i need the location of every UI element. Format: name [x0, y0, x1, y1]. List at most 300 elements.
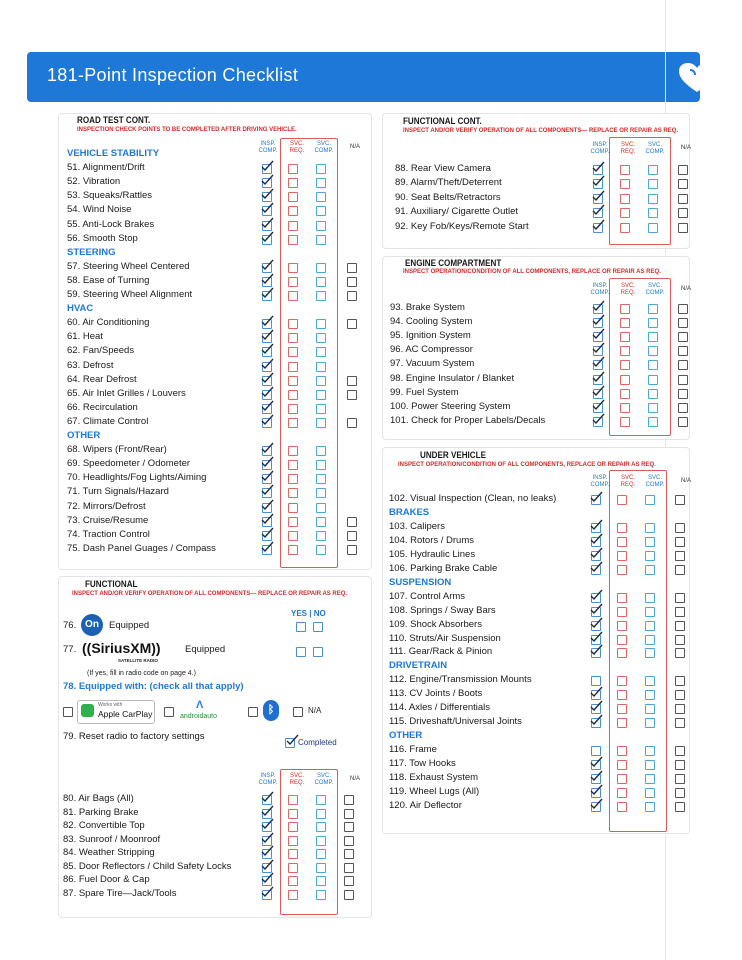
- checkmark-icon: [589, 686, 603, 698]
- svc-comp-checkbox[interactable]: [645, 746, 655, 756]
- na-checkbox[interactable]: [347, 517, 357, 527]
- svc-req-checkbox[interactable]: [288, 178, 298, 188]
- na-checkbox[interactable]: [678, 389, 688, 399]
- svc-req-checkbox[interactable]: [617, 537, 627, 547]
- checkmark-icon: [591, 342, 605, 354]
- svc-req-checkbox[interactable]: [288, 362, 298, 372]
- no-checkbox-77[interactable]: [313, 647, 323, 657]
- checkmark-icon: [591, 161, 605, 173]
- checkmark-icon: [260, 231, 274, 243]
- na-checkbox[interactable]: [347, 291, 357, 301]
- checkmark-icon: [589, 631, 603, 643]
- checkmark-icon: [591, 204, 605, 216]
- column-header-svc-comp: SVC. COMP.: [314, 773, 334, 786]
- svc-comp-checkbox[interactable]: [316, 503, 326, 513]
- carplay-label: Apple CarPlay: [98, 709, 153, 719]
- na-checkbox[interactable]: [675, 788, 685, 798]
- column-header-svc-req: SVC. REQ.: [620, 142, 636, 155]
- svc-req-checkbox[interactable]: [288, 206, 298, 216]
- checklist-item-label: 110. Struts/Air Suspension: [389, 632, 501, 644]
- svc-comp-checkbox[interactable]: [316, 235, 326, 245]
- svc-req-checkbox[interactable]: [620, 304, 630, 314]
- na-checkbox[interactable]: [344, 849, 354, 859]
- na-checkbox-78[interactable]: [293, 707, 303, 717]
- checkmark-icon: [260, 513, 274, 525]
- na-checkbox[interactable]: [678, 208, 688, 218]
- svc-req-checkbox[interactable]: [288, 347, 298, 357]
- na-checkbox[interactable]: [344, 822, 354, 832]
- svc-comp-checkbox[interactable]: [316, 474, 326, 484]
- checkmark-icon: [591, 356, 605, 368]
- svc-req-checkbox[interactable]: [288, 460, 298, 470]
- svc-req-checkbox[interactable]: [288, 836, 298, 846]
- svc-req-checkbox[interactable]: [617, 495, 627, 505]
- na-checkbox[interactable]: [678, 304, 688, 314]
- na-checkbox[interactable]: [344, 836, 354, 846]
- na-checkbox[interactable]: [678, 165, 688, 175]
- na-checkbox[interactable]: [347, 531, 357, 541]
- svc-req-checkbox[interactable]: [620, 223, 630, 233]
- column-header-insp-comp: INSP. COMP.: [590, 475, 610, 488]
- na-checkbox[interactable]: [347, 263, 357, 273]
- svc-req-checkbox[interactable]: [617, 718, 627, 728]
- svc-req-checkbox[interactable]: [617, 551, 627, 561]
- siriusxm-logo-sub: SATELLITE RADIO: [118, 658, 158, 663]
- bluetooth-checkbox[interactable]: [248, 707, 258, 717]
- svc-comp-checkbox[interactable]: [645, 788, 655, 798]
- checkmark-icon: [589, 714, 603, 726]
- svc-req-checkbox[interactable]: [617, 523, 627, 533]
- na-checkbox[interactable]: [675, 802, 685, 812]
- na-checkbox[interactable]: [344, 890, 354, 900]
- androidauto-icon: Λ: [196, 699, 204, 711]
- svc-comp-checkbox[interactable]: [316, 319, 326, 329]
- svc-req-checkbox[interactable]: [617, 704, 627, 714]
- svc-req-checkbox[interactable]: [288, 849, 298, 859]
- svc-column-border: [609, 278, 671, 436]
- svc-comp-checkbox[interactable]: [316, 545, 326, 555]
- svc-comp-checkbox[interactable]: [645, 704, 655, 714]
- column-header-insp-comp: INSP. COMP.: [590, 142, 610, 155]
- na-label-78: N/A: [308, 706, 322, 715]
- svc-comp-checkbox[interactable]: [648, 179, 658, 189]
- na-checkbox[interactable]: [344, 876, 354, 886]
- svc-req-checkbox[interactable]: [617, 746, 627, 756]
- svc-req-checkbox[interactable]: [620, 318, 630, 328]
- checkmark-icon: [589, 547, 603, 559]
- checklist-item-label: 84. Weather Stripping: [63, 847, 155, 858]
- svc-req-checkbox[interactable]: [617, 760, 627, 770]
- svc-req-checkbox[interactable]: [617, 593, 627, 603]
- checklist-item-label: 60. Air Conditioning: [67, 317, 150, 329]
- svc-req-checkbox[interactable]: [288, 319, 298, 329]
- svc-req-checkbox[interactable]: [620, 194, 630, 204]
- svc-comp-checkbox[interactable]: [645, 537, 655, 547]
- checkmark-icon: [260, 791, 274, 803]
- svc-req-checkbox[interactable]: [288, 333, 298, 343]
- svc-comp-checkbox[interactable]: [645, 774, 655, 784]
- checklist-item-label: 92. Key Fob/Keys/Remote Start: [395, 220, 529, 232]
- svc-req-checkbox[interactable]: [288, 890, 298, 900]
- checklist-item-label: 105. Hydraulic Lines: [389, 548, 476, 560]
- under-title: UNDER VEHICLE: [420, 450, 486, 461]
- svc-req-checkbox[interactable]: [288, 863, 298, 873]
- svc-comp-checkbox[interactable]: [645, 495, 655, 505]
- svc-comp-checkbox[interactable]: [645, 621, 655, 631]
- na-checkbox[interactable]: [675, 523, 685, 533]
- svc-comp-checkbox[interactable]: [648, 208, 658, 218]
- svc-req-checkbox[interactable]: [288, 235, 298, 245]
- checkmark-icon: [260, 484, 274, 496]
- na-checkbox[interactable]: [347, 418, 357, 428]
- svc-comp-checkbox[interactable]: [648, 375, 658, 385]
- yes-no-header: YES | NO: [291, 609, 326, 618]
- svc-req-checkbox[interactable]: [617, 635, 627, 645]
- na-checkbox[interactable]: [678, 332, 688, 342]
- yes-checkbox-76[interactable]: [296, 622, 306, 632]
- checklist-item-label: 59. Steering Wheel Alignment: [67, 289, 193, 300]
- item-77-label: Equipped: [185, 644, 226, 655]
- na-checkbox[interactable]: [344, 863, 354, 873]
- na-checkbox[interactable]: [675, 718, 685, 728]
- svc-req-checkbox[interactable]: [288, 531, 298, 541]
- checklist-item-label: 93. Brake System: [390, 302, 465, 313]
- na-checkbox[interactable]: [678, 179, 688, 189]
- svc-comp-checkbox[interactable]: [316, 376, 326, 386]
- header-banner: [27, 52, 700, 102]
- road-test-subtitle: INSPECTION CHECK POINTS TO BE COMPLETED AFTER DRIVING VEHICLE.: [77, 126, 297, 133]
- checkmark-icon: [589, 589, 603, 601]
- svc-req-checkbox[interactable]: [288, 418, 298, 428]
- checklist-item-label: 113. CV Joints / Boots: [389, 688, 483, 700]
- column-header-insp-comp: INSP. COMP.: [258, 141, 278, 154]
- svc-comp-checkbox[interactable]: [645, 676, 655, 686]
- svc-req-checkbox[interactable]: [620, 179, 630, 189]
- carplay-small-label: Works with: [98, 702, 123, 708]
- svc-comp-checkbox[interactable]: [648, 417, 658, 427]
- svc-comp-checkbox[interactable]: [645, 607, 655, 617]
- na-checkbox[interactable]: [678, 194, 688, 204]
- yes-checkbox-77[interactable]: [296, 647, 306, 657]
- checklist-item-label: 98. Engine Insulator / Blanket: [390, 372, 515, 384]
- svc-req-checkbox[interactable]: [288, 164, 298, 174]
- na-checkbox[interactable]: [678, 417, 688, 427]
- na-checkbox[interactable]: [675, 635, 685, 645]
- svc-comp-checkbox[interactable]: [316, 460, 326, 470]
- checklist-item-label: 111. Gear/Rack & Pinion: [389, 646, 493, 658]
- svc-req-checkbox[interactable]: [288, 822, 298, 832]
- checklist-item-label: 67. Climate Control: [67, 415, 149, 427]
- column-header-svc-req: SVC. REQ.: [620, 475, 636, 488]
- checklist-item-label: 70. Headlights/Fog Lights/Aiming: [67, 472, 207, 484]
- checkmark-icon: [260, 414, 274, 426]
- checkmark-icon: [260, 541, 274, 553]
- svc-comp-checkbox[interactable]: [648, 223, 658, 233]
- checkmark-icon: [591, 300, 605, 312]
- svc-comp-checkbox[interactable]: [316, 418, 326, 428]
- item-76-number: 76.: [63, 620, 77, 631]
- checkmark-icon: [589, 770, 603, 782]
- column-header-na: N/A: [349, 776, 360, 782]
- checklist-item-label: 99. Fuel System: [390, 386, 459, 398]
- na-checkbox[interactable]: [675, 676, 685, 686]
- svc-req-checkbox[interactable]: [288, 277, 298, 287]
- column-header-na: N/A: [680, 478, 691, 484]
- checkmark-icon: [260, 818, 274, 830]
- svc-comp-checkbox[interactable]: [316, 277, 326, 287]
- svc-req-checkbox[interactable]: [288, 221, 298, 231]
- svc-comp-checkbox[interactable]: [316, 517, 326, 527]
- category-label: OTHER: [389, 730, 423, 742]
- na-checkbox[interactable]: [675, 648, 685, 658]
- checklist-item-label: 114. Axles / Differentials: [389, 702, 491, 714]
- checkmark-icon: [260, 832, 274, 844]
- na-checkbox[interactable]: [675, 565, 685, 575]
- svc-comp-checkbox[interactable]: [316, 404, 326, 414]
- svc-comp-checkbox[interactable]: [645, 635, 655, 645]
- checklist-item-label: 120. Air Deflector: [389, 799, 462, 811]
- checklist-item-label: 106. Parking Brake Cable: [389, 562, 498, 574]
- svc-comp-checkbox[interactable]: [316, 192, 326, 202]
- functional-subtitle: INSPECT AND/OR VERIFY OPERATION OF ALL COMPONENTS— REPLACE OR REPAIR AS REQ.: [72, 590, 348, 597]
- checkmark-icon: [589, 700, 603, 712]
- item-77-number: 77.: [63, 644, 77, 655]
- svc-comp-checkbox[interactable]: [316, 849, 326, 859]
- category-label: BRAKES: [389, 506, 430, 518]
- svc-comp-checkbox[interactable]: [645, 565, 655, 575]
- svc-comp-checkbox[interactable]: [645, 551, 655, 561]
- svc-req-checkbox[interactable]: [288, 263, 298, 273]
- svc-comp-checkbox[interactable]: [648, 165, 658, 175]
- svc-comp-checkbox[interactable]: [316, 446, 326, 456]
- svc-comp-checkbox[interactable]: [648, 194, 658, 204]
- na-checkbox[interactable]: [347, 277, 357, 287]
- svc-comp-checkbox[interactable]: [316, 178, 326, 188]
- no-checkbox-76[interactable]: [313, 622, 323, 632]
- svc-req-checkbox[interactable]: [288, 446, 298, 456]
- svc-comp-checkbox[interactable]: [316, 333, 326, 343]
- na-checkbox[interactable]: [675, 621, 685, 631]
- svc-req-checkbox[interactable]: [288, 503, 298, 513]
- checklist-item-label: 55. Anti-Lock Brakes: [67, 218, 155, 230]
- na-checkbox[interactable]: [675, 760, 685, 770]
- checkmark-icon: [589, 533, 603, 545]
- checklist-item-label: 94. Cooling System: [390, 316, 473, 328]
- checklist-item-label: 71. Turn Signals/Hazard: [67, 486, 169, 498]
- checkmark-icon: [591, 385, 605, 397]
- checkmark-icon: [591, 399, 605, 411]
- na-checkbox[interactable]: [347, 545, 357, 555]
- na-checkbox[interactable]: [678, 223, 688, 233]
- bluetooth-icon: ᛒ: [263, 700, 279, 721]
- svc-comp-checkbox[interactable]: [648, 332, 658, 342]
- na-checkbox[interactable]: [344, 809, 354, 819]
- svc-req-checkbox[interactable]: [620, 403, 630, 413]
- na-checkbox[interactable]: [675, 551, 685, 561]
- carplay-checkbox[interactable]: [63, 707, 73, 717]
- svc-comp-checkbox[interactable]: [648, 304, 658, 314]
- svc-req-checkbox[interactable]: [620, 165, 630, 175]
- svc-req-checkbox[interactable]: [288, 545, 298, 555]
- na-checkbox[interactable]: [678, 375, 688, 385]
- checkmark-icon: [260, 329, 274, 341]
- svc-req-checkbox[interactable]: [288, 795, 298, 805]
- checkmark-icon: [260, 188, 274, 200]
- svc-comp-checkbox[interactable]: [316, 291, 326, 301]
- svc-req-checkbox[interactable]: [288, 291, 298, 301]
- svc-req-checkbox[interactable]: [288, 488, 298, 498]
- checklist-item-label: 102. Visual Inspection (Clean, no leaks): [389, 493, 557, 504]
- na-checkbox[interactable]: [675, 495, 685, 505]
- category-label: SUSPENSION: [389, 576, 452, 588]
- checkmark-icon: [589, 603, 603, 615]
- svc-req-checkbox[interactable]: [617, 607, 627, 617]
- insp-comp-checkbox[interactable]: [591, 746, 601, 756]
- svc-req-checkbox[interactable]: [288, 404, 298, 414]
- column-header-svc-comp: SVC. COMP.: [645, 475, 665, 488]
- svc-comp-checkbox[interactable]: [316, 795, 326, 805]
- insp-comp-checkbox[interactable]: [591, 676, 601, 686]
- svc-comp-checkbox[interactable]: [316, 836, 326, 846]
- na-checkbox[interactable]: [675, 593, 685, 603]
- na-checkbox[interactable]: [675, 746, 685, 756]
- svc-comp-checkbox[interactable]: [645, 523, 655, 533]
- svc-comp-checkbox[interactable]: [645, 593, 655, 603]
- item-76-label: Equipped: [109, 620, 150, 631]
- svc-req-checkbox[interactable]: [620, 375, 630, 385]
- svc-comp-checkbox[interactable]: [316, 347, 326, 357]
- svc-comp-checkbox[interactable]: [316, 531, 326, 541]
- column-header-svc-req: SVC. REQ.: [289, 141, 305, 154]
- svc-comp-checkbox[interactable]: [316, 206, 326, 216]
- svc-comp-checkbox[interactable]: [645, 718, 655, 728]
- svc-req-checkbox[interactable]: [620, 208, 630, 218]
- svc-comp-checkbox[interactable]: [648, 360, 658, 370]
- na-checkbox[interactable]: [344, 795, 354, 805]
- checkmark-icon: [260, 845, 274, 857]
- svc-req-checkbox[interactable]: [288, 376, 298, 386]
- checklist-item-label: 119. Wheel Lugs (All): [389, 785, 480, 797]
- na-checkbox[interactable]: [675, 690, 685, 700]
- category-label: HVAC: [67, 303, 94, 315]
- checkmark-icon: [589, 644, 603, 656]
- checkmark-icon: [589, 491, 603, 503]
- checkmark-icon: [260, 174, 274, 186]
- engine-subtitle: INSPECT OPERATION/CONDITION OF ALL COMPONENTS, REPLACE OR REPAIR AS REQ.: [403, 268, 661, 275]
- svc-comp-checkbox[interactable]: [316, 221, 326, 231]
- checklist-item-label: 74. Traction Control: [67, 528, 150, 540]
- svc-comp-checkbox[interactable]: [316, 362, 326, 372]
- checkmark-icon: [260, 805, 274, 817]
- svc-comp-checkbox[interactable]: [316, 263, 326, 273]
- checklist-item-label: 83. Sunroof / Moonroof: [63, 833, 161, 845]
- checklist-item-label: 72. Mirrors/Defrost: [67, 500, 146, 512]
- svc-comp-checkbox[interactable]: [316, 390, 326, 400]
- svc-comp-checkbox[interactable]: [648, 389, 658, 399]
- functional-title: FUNCTIONAL: [85, 579, 138, 590]
- svc-req-checkbox[interactable]: [288, 517, 298, 527]
- svc-req-checkbox[interactable]: [620, 346, 630, 356]
- checkmark-icon: [589, 756, 603, 768]
- svc-req-checkbox[interactable]: [288, 192, 298, 202]
- svc-req-checkbox[interactable]: [288, 390, 298, 400]
- svc-comp-checkbox[interactable]: [645, 760, 655, 770]
- na-checkbox[interactable]: [675, 774, 685, 784]
- svc-req-checkbox[interactable]: [288, 474, 298, 484]
- svc-req-checkbox[interactable]: [620, 389, 630, 399]
- checklist-item-label: 54. Wind Noise: [67, 204, 132, 216]
- svc-req-checkbox[interactable]: [617, 565, 627, 575]
- checklist-item-label: 95. Ignition System: [390, 330, 471, 342]
- svc-comp-checkbox[interactable]: [645, 648, 655, 658]
- na-checkbox[interactable]: [678, 403, 688, 413]
- svc-req-checkbox[interactable]: [288, 876, 298, 886]
- checkmark-icon: [591, 371, 605, 383]
- svc-comp-checkbox[interactable]: [316, 863, 326, 873]
- svc-req-checkbox[interactable]: [617, 774, 627, 784]
- svc-req-checkbox[interactable]: [620, 417, 630, 427]
- na-checkbox[interactable]: [675, 607, 685, 617]
- checklist-item-label: 73. Cruise/Resume: [67, 514, 149, 526]
- na-checkbox[interactable]: [675, 704, 685, 714]
- svc-req-checkbox[interactable]: [617, 788, 627, 798]
- checklist-item-label: 103. Calipers: [389, 520, 445, 532]
- svc-req-checkbox[interactable]: [288, 809, 298, 819]
- svc-comp-checkbox[interactable]: [316, 488, 326, 498]
- na-checkbox[interactable]: [678, 346, 688, 356]
- checkmark-icon: [589, 798, 603, 810]
- checklist-item-label: 58. Ease of Turning: [67, 274, 150, 286]
- checklist-item-label: 100. Power Steering System: [390, 400, 511, 412]
- na-checkbox[interactable]: [678, 318, 688, 328]
- checklist-item-label: 86. Fuel Door & Cap: [63, 874, 150, 885]
- checklist-item-label: 118. Exhaust System: [389, 772, 479, 783]
- svc-comp-checkbox[interactable]: [316, 164, 326, 174]
- column-header-insp-comp: INSP. COMP.: [258, 773, 278, 786]
- na-checkbox[interactable]: [675, 537, 685, 547]
- svc-req-checkbox[interactable]: [620, 360, 630, 370]
- checklist-item-label: 87. Spare Tire—Jack/Tools: [63, 887, 177, 899]
- checkmark-icon: [260, 217, 274, 229]
- na-checkbox[interactable]: [347, 319, 357, 329]
- svc-comp-checkbox[interactable]: [645, 690, 655, 700]
- svc-req-checkbox[interactable]: [617, 676, 627, 686]
- svc-comp-checkbox[interactable]: [648, 318, 658, 328]
- svc-comp-checkbox[interactable]: [316, 822, 326, 832]
- na-checkbox[interactable]: [678, 360, 688, 370]
- svc-comp-checkbox[interactable]: [316, 876, 326, 886]
- checkmark-icon: [260, 343, 274, 355]
- na-checkbox[interactable]: [347, 376, 357, 386]
- svc-comp-checkbox[interactable]: [648, 403, 658, 413]
- svc-comp-checkbox[interactable]: [316, 890, 326, 900]
- svc-comp-checkbox[interactable]: [316, 809, 326, 819]
- svc-req-checkbox[interactable]: [620, 332, 630, 342]
- svc-req-checkbox[interactable]: [617, 621, 627, 631]
- checkmark-icon: [591, 413, 605, 425]
- checklist-item-label: 85. Door Reflectors / Child Safety Locks: [63, 860, 232, 872]
- svc-comp-checkbox[interactable]: [648, 346, 658, 356]
- androidauto-checkbox[interactable]: [164, 707, 174, 717]
- svc-comp-checkbox[interactable]: [645, 802, 655, 812]
- svc-req-checkbox[interactable]: [617, 690, 627, 700]
- svc-req-checkbox[interactable]: [617, 648, 627, 658]
- svc-req-checkbox[interactable]: [617, 802, 627, 812]
- checkmark-icon: [260, 470, 274, 482]
- checklist-item-label: 90. Seat Belts/Retractors: [395, 191, 501, 203]
- na-checkbox[interactable]: [347, 390, 357, 400]
- checklist-item-label: 51. Alignment/Drift: [67, 162, 145, 174]
